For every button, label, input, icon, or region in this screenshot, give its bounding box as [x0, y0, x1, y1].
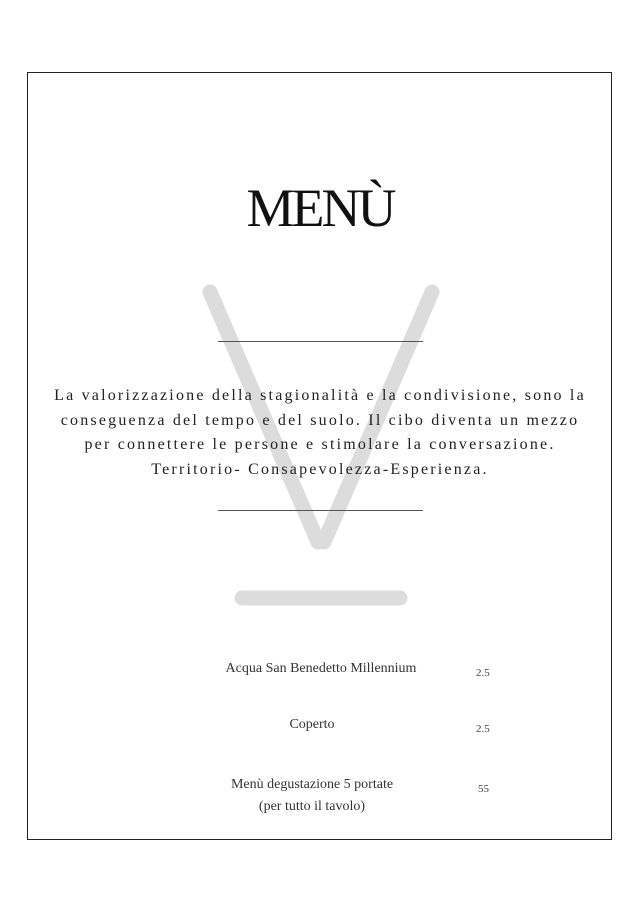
intro-line: La valorizzazione della stagionalità e la condivisione, sono la	[54, 387, 586, 404]
intro-paragraph	[30, 384, 610, 482]
divider-bottom	[218, 510, 423, 511]
divider-top	[218, 341, 423, 342]
menu-item-name: Acqua San Benedetto Millennium	[225, 661, 417, 676]
menu-item-price: 2.5	[476, 723, 490, 735]
menu-item-note: (per tutto il tavolo)	[258, 799, 366, 814]
menu-item-name: Menù degustazione 5 portate	[230, 777, 394, 792]
intro-line: per connettere le persone e stimolare la conversazione.	[84, 436, 556, 453]
intro-line: Territorio- Consapevolezza-Esperienza.	[151, 460, 489, 478]
menu-item-price: 55	[478, 783, 489, 795]
menu-item-price: 2.5	[476, 667, 490, 679]
menu-item-name: Coperto	[289, 717, 335, 732]
page-title: MENÙ	[246, 178, 394, 238]
intro-line: conseguenza del tempo e del suolo. Il cibo diventa un mezzo	[60, 411, 580, 429]
